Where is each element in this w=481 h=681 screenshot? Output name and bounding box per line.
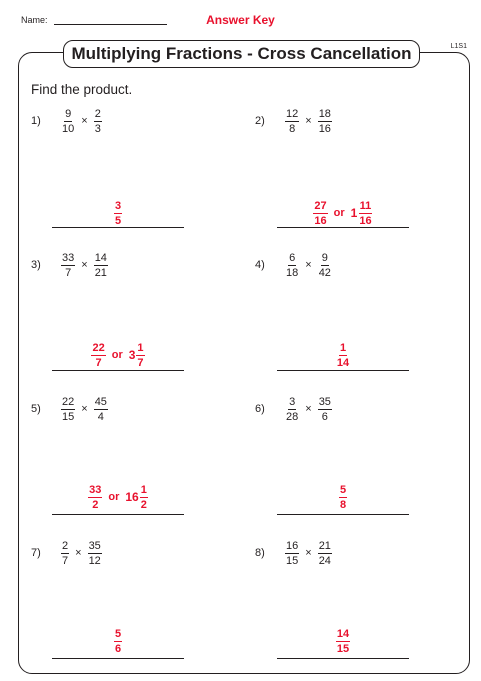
answer-3 (52, 340, 184, 370)
denominator: 18 (286, 266, 299, 279)
numerator: 21 (318, 539, 331, 552)
numerator: 35 (318, 395, 331, 408)
fraction (358, 200, 372, 227)
denominator: 15 (336, 642, 350, 655)
numerator: 22 (92, 341, 105, 354)
worksheet-title: Multiplying Fractions - Cross Cancellation (63, 40, 420, 68)
denominator: 7 (137, 356, 144, 369)
numerator: 33 (89, 483, 102, 496)
answer-line (52, 227, 184, 228)
denominator: 3 (94, 122, 101, 135)
problem-5 (31, 394, 108, 424)
fraction (94, 108, 102, 135)
problem-4 (255, 250, 332, 280)
numerator: 14 (94, 251, 107, 264)
answer-line (277, 370, 409, 371)
denominator: 7 (62, 554, 69, 567)
fraction (94, 252, 108, 279)
problem-6 (255, 394, 332, 424)
numerator: 45 (94, 395, 107, 408)
denominator: 2 (140, 498, 147, 511)
denominator: 14 (336, 356, 350, 369)
denominator: 42 (318, 266, 331, 279)
multiply-sign: × (305, 259, 312, 271)
fraction (140, 484, 148, 511)
fraction (318, 540, 332, 567)
fraction (285, 252, 299, 279)
denominator: 24 (318, 554, 331, 567)
denominator: 5 (114, 214, 122, 227)
numerator: 33 (62, 251, 75, 264)
numerator: 18 (318, 107, 331, 120)
numerator: 1 (137, 341, 144, 354)
fraction (313, 200, 327, 227)
fraction (318, 252, 332, 279)
fraction (88, 484, 102, 511)
answer-key-label: Answer Key (206, 13, 275, 27)
answer-7 (52, 626, 184, 656)
problem-number: 7) (31, 547, 41, 559)
fraction (61, 396, 75, 423)
fraction (336, 628, 350, 655)
answer-line (277, 658, 409, 659)
denominator: 6 (114, 642, 122, 655)
numerator: 16 (286, 539, 299, 552)
problem-number: 5) (31, 403, 41, 415)
fraction (318, 108, 332, 135)
multiply-sign: × (75, 547, 82, 559)
whole-number: 16 (125, 490, 139, 504)
multiply-sign: × (305, 115, 312, 127)
answer-line (52, 370, 184, 371)
numerator: 9 (65, 107, 72, 120)
numerator: 11 (359, 199, 372, 212)
problem-3 (31, 250, 108, 280)
problem-8 (255, 538, 332, 568)
numerator: 9 (321, 251, 328, 264)
answer-line (52, 658, 184, 659)
denominator: 10 (62, 122, 75, 135)
worksheet-code: L1S1 (450, 43, 467, 50)
answer-1 (52, 198, 184, 228)
answer-line (277, 227, 409, 228)
numerator: 14 (336, 627, 350, 640)
problem-number: 2) (255, 115, 265, 127)
or-label: or (108, 491, 120, 503)
or-label: or (111, 349, 123, 361)
numerator: 6 (289, 251, 296, 264)
denominator: 15 (286, 554, 299, 567)
fraction (88, 540, 102, 567)
numerator: 1 (140, 483, 147, 496)
denominator: 16 (314, 214, 327, 227)
denominator: 6 (321, 410, 328, 423)
answer-line (52, 514, 184, 515)
numerator: 35 (88, 539, 101, 552)
numerator: 3 (289, 395, 296, 408)
fraction (285, 108, 299, 135)
denominator: 12 (88, 554, 101, 567)
numerator: 2 (62, 539, 69, 552)
numerator: 5 (114, 627, 122, 640)
multiply-sign: × (81, 259, 88, 271)
answer-6 (277, 482, 409, 512)
whole-number: 3 (128, 348, 136, 362)
problem-number: 4) (255, 259, 265, 271)
fraction (61, 252, 75, 279)
fraction (91, 342, 105, 369)
denominator: 16 (359, 214, 372, 227)
answer-2 (277, 198, 409, 228)
name-label: Name: (21, 15, 48, 25)
answer-8 (277, 626, 409, 656)
problem-number: 8) (255, 547, 265, 559)
numerator: 5 (339, 483, 347, 496)
problem-1 (31, 106, 102, 136)
fraction (61, 108, 75, 135)
denominator: 8 (289, 122, 296, 135)
denominator: 7 (95, 356, 102, 369)
fraction (114, 628, 122, 655)
problem-number: 6) (255, 403, 265, 415)
denominator: 16 (318, 122, 331, 135)
denominator: 28 (286, 410, 299, 423)
fraction (318, 396, 332, 423)
answer-4 (277, 340, 409, 370)
instructions: Find the product. (31, 82, 133, 97)
numerator: 2 (94, 107, 101, 120)
numerator: 22 (62, 395, 75, 408)
numerator: 27 (314, 199, 327, 212)
denominator: 8 (339, 498, 347, 511)
multiply-sign: × (305, 547, 312, 559)
denominator: 15 (62, 410, 75, 423)
numerator: 1 (339, 341, 347, 354)
fraction (339, 484, 347, 511)
problem-number: 3) (31, 259, 41, 271)
problem-2 (255, 106, 332, 136)
problem-number: 1) (31, 115, 41, 127)
problem-7 (31, 538, 102, 568)
fraction (285, 396, 299, 423)
denominator: 4 (97, 410, 104, 423)
answer-5 (52, 482, 184, 512)
whole-number: 1 (350, 206, 358, 220)
fraction (336, 342, 350, 369)
multiply-sign: × (81, 115, 88, 127)
denominator: 7 (65, 266, 72, 279)
fraction (61, 540, 69, 567)
numerator: 3 (114, 199, 122, 212)
multiply-sign: × (81, 403, 88, 415)
numerator: 12 (286, 107, 299, 120)
fraction (136, 342, 144, 369)
fraction (114, 200, 122, 227)
multiply-sign: × (305, 403, 312, 415)
fraction (94, 396, 108, 423)
denominator: 21 (94, 266, 107, 279)
denominator: 2 (92, 498, 99, 511)
answer-line (277, 514, 409, 515)
fraction (285, 540, 299, 567)
or-label: or (333, 207, 345, 219)
